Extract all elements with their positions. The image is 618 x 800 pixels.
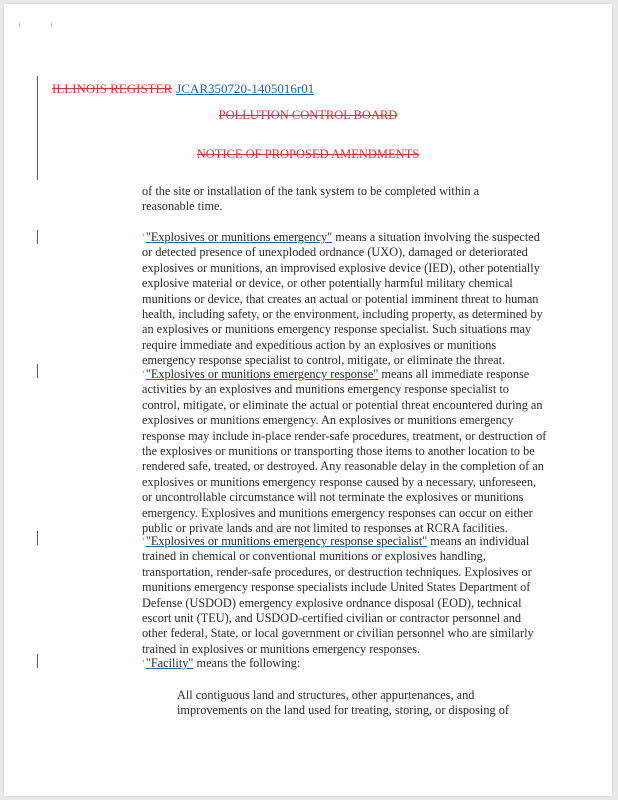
change-bar: [37, 76, 38, 180]
text-line: or detected presence of unexploded ordnance (UXO), damaged or deteriorated: [142, 245, 528, 260]
definition-facility: [142, 654, 562, 671]
text-line: public or private lands and are not limited to responses at RCRA facilities.: [142, 521, 508, 536]
definition-explosives-emergency: [142, 228, 562, 369]
text-line: reasonable time.: [142, 199, 223, 214]
text-line: of the site or installation of the tank system to be completed within a: [142, 184, 480, 198]
definition-term: "Explosives or munitions emergency response": [145, 367, 379, 381]
text-line: health, including safety, or the environment, including property, as determined by: [142, 307, 543, 322]
change-bar: [37, 531, 38, 545]
edit-mark: ‹: [142, 657, 145, 665]
text-line: explosives or munitions emergency. An explosives or munitions emergency: [142, 413, 514, 428]
text-line: means a situation involving the suspected: [335, 230, 540, 244]
text-line: means an individual: [430, 534, 530, 548]
text-line: explosives or munitions emergency response caused by a necessary, unforeseen,: [142, 474, 537, 489]
text-line: explosives or munitions, an improvised explosive device (IED), other potentially: [142, 260, 540, 275]
text-line: means the following:: [196, 656, 301, 670]
definition-term: "Explosives or munitions emergency": [145, 230, 333, 244]
definition-term: "Explosives or munitions emergency response specialist": [145, 534, 428, 548]
register-header: [52, 81, 314, 97]
text-line: the explosives or munitions or transporting those items to another location to be: [142, 444, 535, 459]
definition-emergency-response: [142, 365, 562, 536]
text-line: trained in explosives or munitions emergency responses.: [142, 641, 421, 656]
change-bar: [37, 364, 38, 378]
facility-subparagraph: [177, 688, 562, 719]
scan-mark: ı: [18, 20, 21, 30]
text-line: emergency. Explosives and munitions emergency responses can occur on either: [142, 505, 533, 520]
text-line: munitions or device, that creates an actual or potential imminent threat to human: [142, 291, 539, 306]
board-title: POLLUTION CONTROL BOARD: [218, 108, 398, 122]
edit-mark: ‹: [142, 231, 145, 239]
text-line: emergency response specialist to control, mitigate, or eliminate the threat.: [142, 353, 506, 368]
register-inserted: JCAR350720-1405016r01: [176, 81, 315, 96]
text-line: All contiguous land and structures, other appurtenances, and: [177, 688, 475, 702]
text-line: improvements on the land used for treating, storing, or disposing of: [177, 703, 509, 718]
text-line: require immediate and expeditious action by an explosives or munitions: [142, 337, 497, 352]
notice-title: NOTICE OF PROPOSED AMENDMENTS: [196, 147, 420, 161]
register-struck: ILLINOIS REGISTER: [52, 81, 173, 96]
document-page: [4, 4, 612, 796]
edit-mark: ‹: [142, 368, 145, 376]
text-line: response may include in-place render-safe procedures, treatment, or destruction of: [142, 428, 547, 443]
text-line: means all immediate response: [381, 367, 530, 381]
text-line: or uncontrollable circumstance will not terminate the explosives or munitions: [142, 490, 524, 505]
text-line: munitions emergency response specialists include United States Department of: [142, 580, 531, 595]
text-line: transportation, render-safe procedures, or destruction techniques. Explosives or: [142, 564, 532, 579]
continuation-paragraph: [142, 184, 562, 215]
change-bar: [37, 230, 38, 244]
text-line: escort unit (TEU), and USDOD-certified civilian or contractor personnel and: [142, 611, 522, 626]
change-bar: [37, 654, 38, 668]
text-line: trained in chemical or conventional munitions or explosives handling,: [142, 549, 486, 564]
text-line: control, mitigate, or eliminate the actual or potential threat encountered during an: [142, 397, 543, 412]
definition-response-specialist: [142, 532, 562, 657]
text-line: rendered safe, treated, or destroyed. Any reasonable delay in the completion of an: [142, 459, 544, 474]
text-line: an explosives or munitions emergency response specialist. Such situations may: [142, 322, 532, 337]
text-line: explosive material or device, or other potentially harmful military chemical: [142, 276, 513, 291]
edit-mark: ‹: [142, 535, 145, 543]
scan-mark: ı: [50, 20, 53, 30]
text-line: other federal, State, or local government or civilian personnel who are similarly: [142, 626, 534, 641]
text-line: Defense (USDOD) emergency explosive ordnance disposal (EOD), technical: [142, 595, 522, 610]
text-line: activities by an explosives and munitions emergency response specialist to: [142, 382, 509, 397]
definition-term: "Facility": [145, 656, 194, 670]
